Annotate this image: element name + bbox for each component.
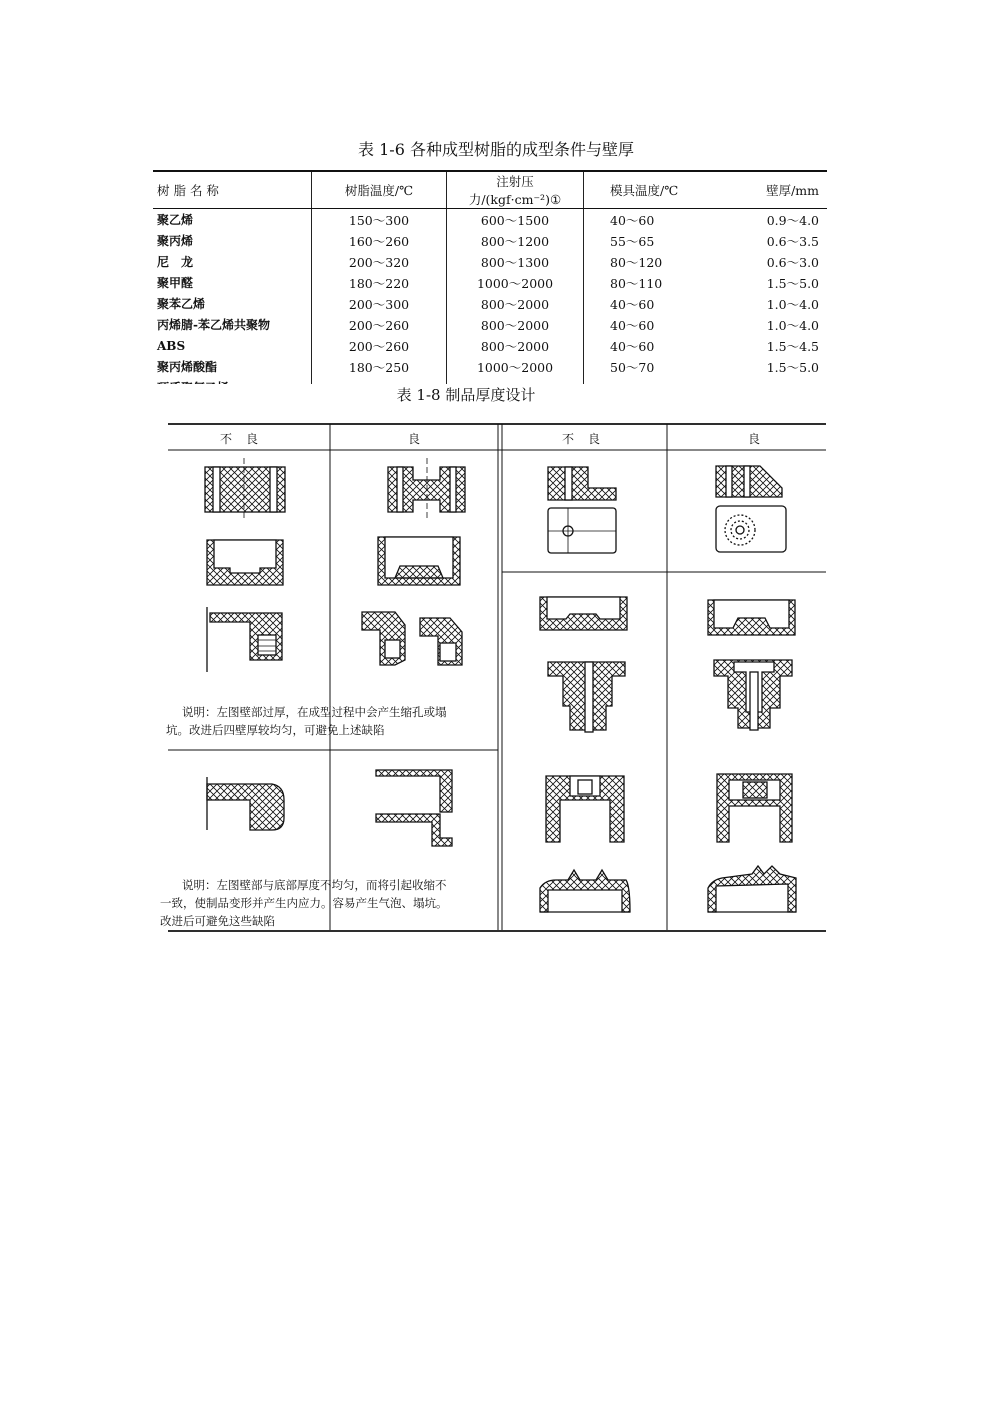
resin-temp-cell: 150～300 bbox=[312, 209, 447, 231]
resin-temp-cell: 160～260 bbox=[312, 230, 447, 251]
wall-thickness-cell: 1.0～4.0 bbox=[766, 296, 819, 312]
note-1-line-1: 说明：左图壁部过厚，在成型过程中会产生缩孔或塌 bbox=[182, 705, 447, 719]
col-header-pressure: 注射压力/(kgf·cm⁻²)① bbox=[447, 171, 584, 209]
injection-pressure-cell: 800～1200 bbox=[447, 230, 584, 251]
good-part-9 bbox=[708, 866, 796, 912]
wall-thickness-cell: 1.5～5.0 bbox=[766, 275, 819, 291]
mold-temp-cell: 80～110 bbox=[584, 272, 743, 293]
note-2-line-3: 改进后可避免这些缺陷 bbox=[160, 914, 275, 928]
wall-thickness-cell: 1.0～4.0 bbox=[766, 317, 819, 333]
bad-part-1 bbox=[205, 458, 285, 520]
injection-pressure-cell: 800～1300 bbox=[447, 251, 584, 272]
injection-pressure-cell: 800～2000 bbox=[447, 314, 584, 335]
good-part-4 bbox=[376, 770, 452, 846]
col-header-good-right: 良 bbox=[748, 432, 775, 446]
wall-thickness-cell: 1.5～4.5 bbox=[766, 338, 819, 354]
bad-part-9 bbox=[540, 870, 630, 912]
bad-part-5 bbox=[548, 467, 616, 553]
injection-pressure-cell: 1000～2000 bbox=[447, 272, 584, 293]
col-header-mold-temp: 模具温度/℃ bbox=[584, 171, 743, 209]
col-header-bad-left: 不良 bbox=[220, 432, 273, 446]
mold-temp-cell: 40～60 bbox=[584, 209, 743, 231]
injection-pressure-cell: 800～2000 bbox=[447, 335, 584, 356]
injection-pressure-cell: 800～2000 bbox=[447, 293, 584, 314]
bad-part-3 bbox=[207, 607, 282, 672]
bad-part-2 bbox=[207, 540, 283, 585]
resin-name-cell: 聚甲醛 bbox=[157, 276, 194, 290]
resin-temp-cell: 200～260 bbox=[312, 314, 447, 335]
resin-temp-cell: 200～300 bbox=[312, 293, 447, 314]
bad-part-7 bbox=[548, 662, 625, 732]
bad-part-6 bbox=[540, 597, 627, 630]
table-1-8-title: 表 1-8 制品厚度设计 bbox=[0, 384, 932, 405]
resin-name-cell: 丙烯腈-苯乙烯共聚物 bbox=[157, 318, 270, 332]
bad-part-8 bbox=[546, 776, 624, 842]
note-2-line-1: 说明：左图壁部与底部厚度不均匀，而将引起收缩不 bbox=[182, 878, 447, 892]
good-part-5 bbox=[716, 466, 786, 552]
good-part-3 bbox=[362, 612, 462, 665]
good-part-1 bbox=[388, 458, 465, 520]
wall-thickness-cell: 0.9～4.0 bbox=[766, 212, 819, 228]
col-header-wall: 壁厚/mm bbox=[742, 171, 827, 209]
wall-thickness-cell: 0.6～3.5 bbox=[766, 233, 819, 249]
col-header-resin: 树 脂 名 称 bbox=[153, 171, 312, 209]
resin-name-cell: 尼 龙 bbox=[157, 255, 194, 269]
col-header-resin-temp: 树脂温度/℃ bbox=[312, 171, 447, 209]
resin-name-cell: 聚苯乙烯 bbox=[157, 297, 206, 311]
col-header-bad-right: 不良 bbox=[562, 432, 615, 446]
good-part-6 bbox=[708, 600, 795, 635]
resin-name-cell: 聚丙烯 bbox=[157, 234, 194, 248]
note-2-line-2: 一致，使制品变形并产生内应力。容易产生气泡、塌坑。 bbox=[160, 896, 448, 910]
good-part-8 bbox=[717, 774, 792, 842]
bad-part-4 bbox=[207, 777, 284, 830]
mold-temp-cell: 50～70 bbox=[584, 356, 743, 377]
wall-thickness-cell: 0.6～3.0 bbox=[766, 254, 819, 270]
resin-temp-cell: 180～250 bbox=[312, 356, 447, 377]
injection-pressure-cell: 600～1500 bbox=[447, 209, 584, 231]
wall-thickness-cell: 1.5～5.0 bbox=[766, 359, 819, 375]
mold-temp-cell: 40～60 bbox=[584, 314, 743, 335]
resin-name-cell: ABS bbox=[157, 338, 186, 353]
resin-temp-cell: 200～260 bbox=[312, 335, 447, 356]
table-1-6-title: 表 1-6 各种成型树脂的成型条件与壁厚 bbox=[358, 140, 634, 159]
good-part-2 bbox=[378, 537, 460, 585]
mold-temp-cell: 55～65 bbox=[584, 230, 743, 251]
mold-temp-cell: 40～60 bbox=[584, 335, 743, 356]
resin-temp-cell: 180～220 bbox=[312, 272, 447, 293]
mold-temp-cell: 80～120 bbox=[584, 251, 743, 272]
good-part-7 bbox=[714, 660, 792, 730]
resin-temp-cell: 200～320 bbox=[312, 251, 447, 272]
injection-pressure-cell: 1000～2000 bbox=[447, 356, 584, 377]
note-1-line-2: 坑。改进后四壁厚较均匀，可避免上述缺陷 bbox=[166, 723, 385, 737]
mold-temp-cell: 40～60 bbox=[584, 293, 743, 314]
resin-name-cell: 聚丙烯酸酯 bbox=[157, 360, 218, 374]
col-header-good-left: 良 bbox=[408, 432, 435, 446]
resin-name-cell: 聚乙烯 bbox=[157, 213, 194, 227]
